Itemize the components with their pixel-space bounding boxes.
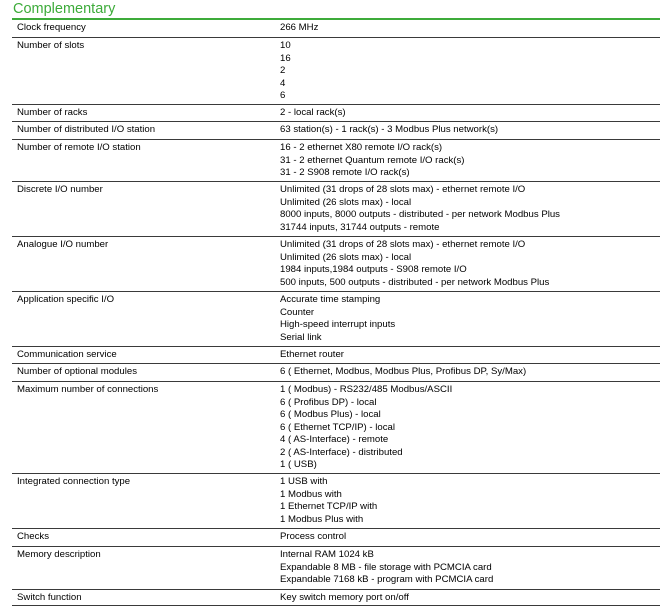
row-label: Integrated connection type: [17, 476, 131, 487]
row-value: Expandable 7168 kB - program with PCMCIA card: [280, 574, 494, 585]
row-label: Memory description: [17, 549, 101, 560]
row-label: Number of slots: [17, 40, 85, 51]
row-value: Unlimited (31 drops of 28 slots max) - ethernet remote I/O: [280, 184, 526, 195]
table-row: [12, 140, 660, 182]
row-label: Number of distributed I/O station: [17, 124, 156, 135]
row-value: Counter: [280, 306, 315, 318]
row-value: 6 ( Profibus DP) - local: [280, 396, 377, 408]
table-row: [12, 122, 660, 140]
table-row: [12, 182, 660, 237]
row-value: 1 Ethernet TCP/IP with: [280, 501, 378, 512]
row-values: [280, 549, 493, 587]
section-title: Complementary: [13, 1, 116, 17]
row-values: [280, 124, 498, 137]
row-label: Clock frequency: [17, 22, 86, 33]
row-label: Checks: [17, 531, 49, 542]
row-value: 8000 inputs, 8000 outputs - distributed - per network Modbus Plus: [280, 209, 560, 220]
table-row: [12, 529, 660, 547]
row-values: [280, 239, 549, 289]
row-label: Analogue I/O number: [17, 239, 109, 250]
row-values: [280, 592, 409, 605]
row-value: Unlimited (26 slots max) - local: [280, 196, 412, 208]
row-value: 4: [280, 77, 286, 89]
row-value: Internal RAM 1024 kB: [280, 549, 374, 560]
row-values: [280, 349, 344, 362]
row-value: 1 Modbus Plus with: [280, 513, 364, 525]
row-label: Maximum number of connections: [17, 384, 159, 395]
table-row: [12, 20, 660, 38]
row-value: Key switch memory port on/off: [280, 592, 409, 603]
row-value: 2: [280, 65, 286, 76]
row-label: Number of optional modules: [17, 366, 137, 377]
row-value: 6 ( Modbus Plus) - local: [280, 409, 381, 420]
row-value: Unlimited (31 drops of 28 slots max) - ethernet remote I/O: [280, 239, 526, 250]
row-value: Accurate time stamping: [280, 294, 381, 305]
table-row: [12, 364, 660, 382]
row-value: 16: [280, 52, 291, 64]
row-value: Process control: [280, 531, 347, 542]
table-row: [12, 292, 660, 347]
table-row: [12, 474, 660, 529]
row-value: 2 - local rack(s): [280, 107, 346, 118]
row-value: 31744 inputs, 31744 outputs - remote: [280, 221, 440, 233]
row-value: 1 ( Modbus) - RS232/485 Modbus/ASCII: [280, 384, 453, 395]
row-values: [280, 294, 395, 344]
row-value: 1 USB with: [280, 476, 328, 487]
spec-table: [12, 20, 660, 606]
row-values: [280, 366, 526, 379]
row-label: Communication service: [17, 349, 117, 360]
row-value: 2 ( AS-Interface) - distributed: [280, 446, 403, 458]
row-values: [280, 531, 346, 544]
row-values: [280, 40, 291, 103]
row-values: [280, 384, 452, 472]
row-values: [280, 142, 465, 180]
row-value: 4 ( AS-Interface) - remote: [280, 434, 389, 445]
row-values: [280, 107, 346, 120]
row-value: 1984 inputs,1984 outputs - S908 remote I/O: [280, 264, 467, 275]
row-value: 6 ( Ethernet, Modbus, Modbus Plus, Profibus DP, Sy/Max): [280, 366, 527, 377]
row-values: [280, 22, 318, 35]
table-row: [12, 38, 660, 105]
row-value: 266 MHz: [280, 22, 319, 33]
row-value: 10: [280, 40, 291, 51]
table-row: [12, 382, 660, 474]
row-label: Switch function: [17, 592, 82, 603]
row-value: 6: [280, 90, 286, 101]
row-value: 31 - 2 ethernet Quantum remote I/O rack(s): [280, 154, 465, 166]
row-value: Ethernet router: [280, 349, 344, 360]
row-value: Unlimited (26 slots max) - local: [280, 251, 412, 263]
row-value: 500 inputs, 500 outputs - distributed - per network Modbus Plus: [280, 276, 550, 288]
table-row: [12, 547, 660, 590]
row-value: Serial link: [280, 331, 322, 343]
row-values: [280, 184, 560, 234]
row-label: Number of remote I/O station: [17, 142, 141, 153]
table-row: [12, 347, 660, 364]
row-value: 31 - 2 S908 remote I/O rack(s): [280, 167, 410, 178]
row-value: 6 ( Ethernet TCP/IP) - local: [280, 421, 395, 433]
row-value: 63 station(s) - 1 rack(s) - 3 Modbus Plus network(s): [280, 124, 499, 135]
row-value: 16 - 2 ethernet X80 remote I/O rack(s): [280, 142, 443, 153]
row-value: 1 ( USB): [280, 459, 317, 470]
row-label: Discrete I/O number: [17, 184, 103, 195]
row-label: Application specific I/O: [17, 294, 115, 305]
table-row: [12, 105, 660, 122]
row-label: Number of racks: [17, 107, 88, 118]
row-value: Expandable 8 MB - file storage with PCMCIA card: [280, 561, 492, 573]
row-values: [280, 476, 377, 526]
table-row: [12, 590, 660, 606]
table-row: [12, 237, 660, 292]
row-value: 1 Modbus with: [280, 488, 342, 500]
row-value: High-speed interrupt inputs: [280, 319, 396, 330]
